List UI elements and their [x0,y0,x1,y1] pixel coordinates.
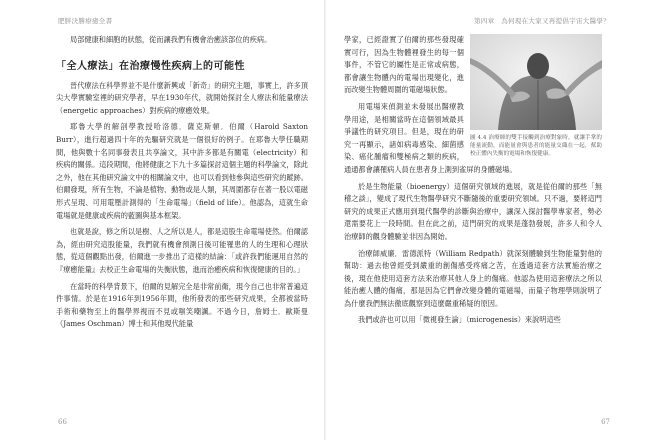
running-header-left: 肥胖決勝療癒全書 [58,17,113,25]
page-number-left: 66 [58,418,67,426]
intro-paragraph: 局部健康和細胞的狀態，從而讓我們有機會治癒該部位的疾病。 [70,35,272,44]
body-paragraph: 耶魯大學的解剖學教授哈洛德．薩克斯頓．伯爾（Harold Saxton Burr），進行超過四十年的先驅研究就是一個很好的例子。在耶魯大學任職期間，他與數十名同事發表且共享論文，其中許多都是有關電（electricity）和疾病的關係。這段期間，他將健康之下九十多篇探討這個主題的科學論文，除此之外，他在其他研究論文中的相關論文中，也可以看到他參與這些研究的蹤跡。伯爾發現，所有生物，不論是植物、動物或是人類，其周圍都存在著一股以電磁形式呈現、可用電壓計測得的「生命電場」（field of life）。他認為，這就生命電場就是健康或疾病的藍圖與基本框架。 [56,122,308,220]
figure-caption: 圖 4.4 治療師的雙手接觸到治療對象時，就讓手掌的能量流動，而能量會與患者的能量交織在一起，幫助校正體內失衡的電場和恢復健康。 [470,135,602,158]
figure-photo-therapist-hands-on-back [470,34,602,130]
running-header-right: 第四章 為何現在大家又再提倡宇宙大醫學？ [474,17,610,25]
body-paragraph: 治療師威廉．雷德派特（William Redpath）就深刻體驗到生物能量對他的幫助：過去他曾經受到嚴重的創傷感受疼痛之苦，在透過這套方法實施治療之後，現在他使用這套方法來治療其他人身上的傷痛。他認為使用這套療法之所以能治癒人體的傷痛，那是因為它們會改變身體的電磁場，而量子物理學則說明了為什麼我們無法徹底觀察到這麼嚴重稀疑的原因。 [344,248,602,308]
body-paragraph: 用電場來偵測並未發展出醫療教學用途，是相關當時在這個領域最具爭議性的研究項目。但是，現在的研究一再顯示，諸如病毒感染、細菌感染、癌化腫瘤和雙極病之類的疾病，通通都會讓罹病人員在患者身上測到雀屏的身體磁場。 [344,101,517,174]
page-gutter [324,0,326,440]
figure [470,34,602,159]
page-number-right: 67 [601,418,610,426]
body-paragraph: 也就是說，修之所以是樹、人之所以是人，都是這股生命電場使然。伯爾認為，經由研究這股能量，我們就有機會預測日後可能罹患的人的生理和心理狀態，從這個觀點出發，伯爾進一步推出了這樣的結論：「或許我們能運用自然的『療癒能量』去校正生命電場的失衡狀態，進而治癒疾病和恢復健康的目的。」 [56,227,308,274]
right-page [344,34,602,331]
body-paragraph: 我們或許也可以用「微視發生論」（microgenesis）來說明這些 [358,315,561,325]
figure-wrap-block [344,34,602,177]
body-paragraph: 學家，已經證實了伯爾的那些發現確實可行，因為生物體裡發生的每一個事件，不管它的屬性是正常或病態，都會讓生物體內的電場出現變化，進而改變生物體周圍的電磁場狀態。 [344,35,464,95]
therapist-photo-illustration [470,34,602,130]
body-paragraph: 在當時的科學背景下，伯爾的見解完全是非常前衛，現今自己也非常普遍這件事情。於是在1916年到1956年間，他所發表的那些研究成果，全都被當時手術和藥物至上的醫學界視而不見或嗤笑嘲諷。不過今日，詹姆士．歐斯曼（James Oschman）博士和其他現代能量 [56,281,308,329]
left-page [56,34,308,335]
body-paragraph: 於是生物能量（bioenergy）這個研究領域的進展，就是從伯爾的那些「無稽之談」，變成了現代生物醫學研究不斷隨後的重要研究領域。只不過，要將這門研究的成果正式應用到現代醫學的診斷與治療中，讓深入探討醫學專家者，勢必還需要花上一段時間。但在此之前，這門研究的成果是蓬勃發展，許多人和令人治療師的觀身體驗並非因為開始。 [344,181,602,241]
body-paragraph: 晉代療法在科學界並不是什麼新興或「新奇」的研究主題，事實上，許多頂尖大學實驗室裡的研究學者，早在1930年代，就開始探討全人療法和能量療法（energetic approaches）對疾病的療癒效果。 [56,80,308,115]
section-title: 「全人療法」在治療慢性疾病上的可能性 [56,60,245,72]
